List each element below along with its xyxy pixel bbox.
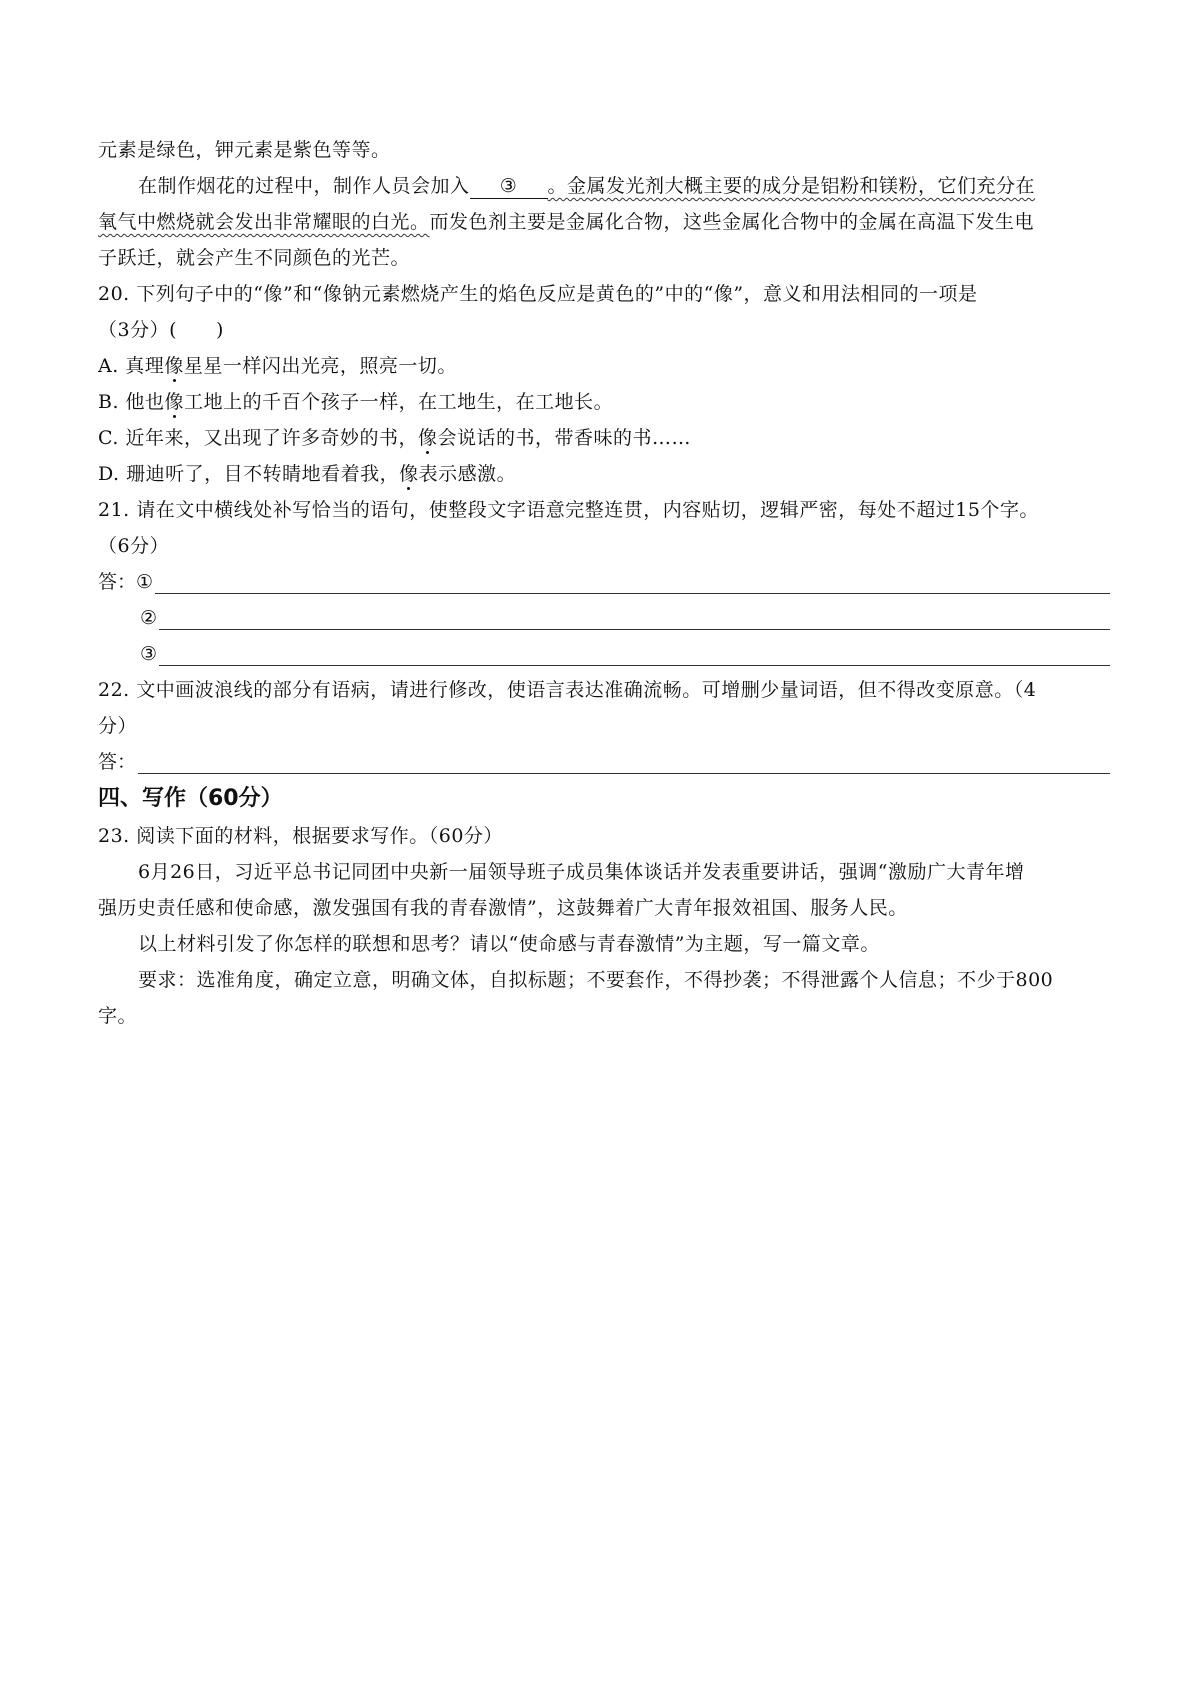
writing-prompt: 以上材料引发了你怎样的联想和思考？请以“使命感与青春激情”为主题，写一篇文章。 [138, 933, 880, 955]
wavy-underlined-text: 。金属发光剂大概主要的成分是铝粉和镁粉，它们充分在 [547, 175, 1036, 197]
dotted-character: 像 [399, 456, 419, 492]
question-21-stem: 21. 请在文中横线处补写恰当的语句，使整段文字语意完整连贯，内容贴切，逻辑严密，每处不超过15个字。 [98, 499, 1039, 521]
passage-continuation: 元素是绿色，钾元素是紫色等等。 [98, 139, 391, 161]
passage-text: 在制作烟花的过程中，制作人员会加入 [138, 175, 470, 197]
option-text: 表示感激。 [418, 463, 517, 485]
option-a [98, 348, 1110, 384]
question-20-stem: 20. 下列句子中的“像”和“像钠元素燃烧产生的焰色反应是黄色的”中的“像”，意义和用法相同的一项是 [98, 283, 978, 305]
option-text: A. 真理 [98, 355, 165, 377]
option-text: 工地上的千百个孩子一样，在工地生，在工地长。 [184, 391, 614, 413]
option-text: 会说话的书，带香味的书…… [437, 427, 691, 449]
answer-row-1 [98, 564, 1110, 600]
option-c [98, 420, 1110, 456]
question-22-stem-cont: 分） [98, 715, 138, 737]
option-text: C. 近年来，又出现了许多奇妙的书， [98, 427, 418, 449]
requirements-line-2: 字。 [98, 1005, 138, 1027]
question-20-stem-cont: （3分）( ) [98, 319, 224, 341]
answer-row-3 [98, 636, 1110, 672]
answer-prefix: 答： [98, 751, 137, 773]
option-text: D. 珊迪听了，目不转睛地看着我， [98, 463, 400, 485]
answer-row-22 [98, 744, 1110, 780]
question-21-stem-cont: （6分） [98, 535, 170, 557]
answer-mark: ③ [140, 643, 158, 665]
option-text: 星星一样闪出光亮，照亮一切。 [183, 355, 457, 377]
answer-line[interactable] [155, 569, 1110, 594]
answer-line[interactable] [159, 641, 1110, 666]
dotted-character: 像 [418, 420, 438, 456]
passage-paragraph-line-1 [98, 168, 1110, 204]
question-22-stem: 22. 文中画波浪线的部分有语病，请进行修改，使语言表达准确流畅。可增删少量词语，但不得改变原意。（4 [98, 679, 1037, 701]
material-line-2: 强历史责任感和使命感，激发强国有我的青春激情”，这鼓舞着广大青年报效祖国、服务人民。 [98, 897, 908, 919]
requirements-line-1: 要求：选准角度，确定立意，明确文体，自拟标题；不要套作，不得抄袭；不得泄露个人信息；不少于800 [138, 969, 1054, 991]
option-b [98, 384, 1110, 420]
fill-blank-3: ③ [470, 174, 548, 199]
dotted-character: 像 [165, 384, 185, 420]
question-23-stem: 23. 阅读下面的材料，根据要求写作。（60分） [98, 825, 503, 847]
dotted-character: 像 [164, 348, 184, 384]
exam-page [98, 132, 1110, 1034]
passage-text: 而发色剂主要是金属化合物，这些金属化合物中的金属在高温下发生电 [429, 211, 1035, 233]
passage-paragraph-line-3: 子跃迁，就会产生不同颜色的光芒。 [98, 247, 411, 269]
answer-mark: ① [136, 571, 154, 593]
passage-paragraph-line-2 [98, 204, 1110, 240]
material-line-1: 6月26日，习近平总书记同团中央新一届领导班子成员集体谈话并发表重要讲话，强调“激励广大青年增 [138, 861, 1025, 883]
option-text: B. 他也 [98, 391, 165, 413]
answer-line[interactable] [138, 749, 1110, 774]
option-d [98, 456, 1110, 492]
answer-row-2 [98, 600, 1110, 636]
answer-mark: ② [140, 607, 158, 629]
answer-line[interactable] [159, 605, 1110, 630]
answer-prefix: 答： [98, 571, 137, 593]
section-title: 四、写作（60分） [98, 786, 283, 811]
wavy-underlined-text: 氧气中燃烧就会发出非常耀眼的白光。 [98, 211, 430, 233]
